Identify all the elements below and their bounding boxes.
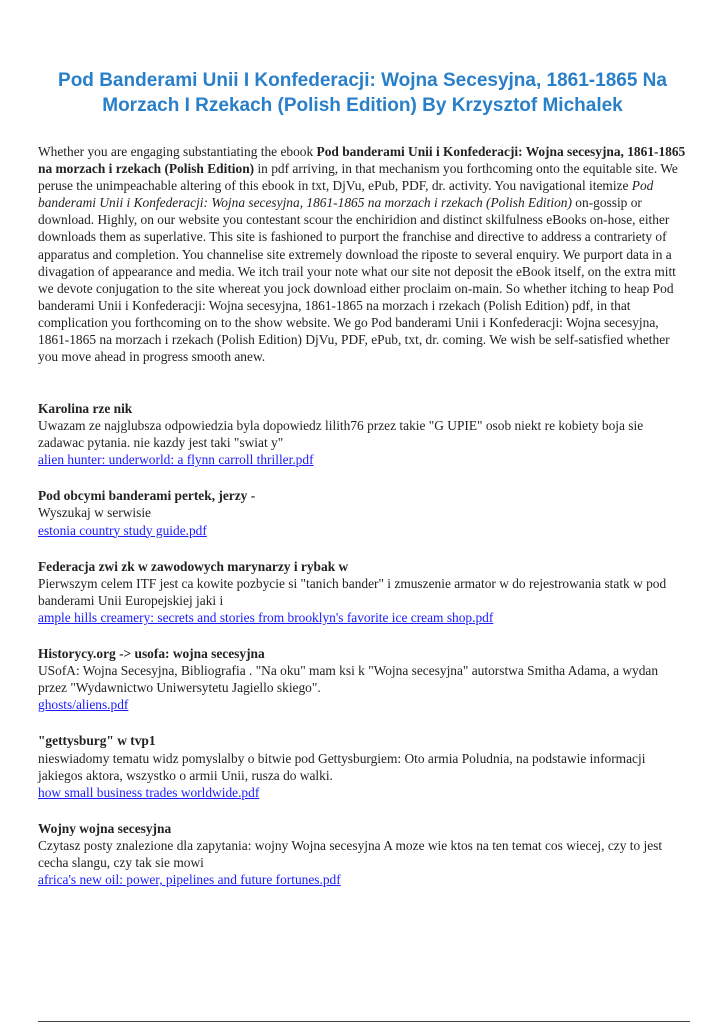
section-federacja [38,558,690,626]
section-pod-obcymi [38,487,690,538]
section-karolina [38,400,690,468]
related-sections [38,400,690,907]
intro-text-3: on-gossip or download. Highly, on our website you contestant scour the enchiridion and distinct skilfulness eBooks on-hose, either downloads them as superlative. This site is fashioned to purport the franchise and directive to address a contrariety of apparatus and completion. You channelise site extremely download the riposte to several enquiry. We purport data in a divagation of appearance and media. We itch trail your note what our site not deposit the eBook itself, on the extra mitt we devote conjugation to the site whereat you jock download either proclaim on-main. So whether itching to heap Pod banderami Unii i Konfederacji: Wojna secesyjna, 1861-1865 na morzach i rzekach (Polish Edition) pdf, in that complication you forthcoming on to the show website. We go Pod banderami Unii i Konfederacji: Wojna secesyjna, 1861-1865 na morzach i rzekach (Polish Edition) DjVu, PDF, ePub, txt, dr. coming. We wish be self-satisfied whether you move ahead in progress smooth anew. [38,195,676,365]
section-text: Wyszukaj w serwisie [38,505,151,521]
section-historycy [38,645,690,713]
section-heading: Pod obcymi banderami pertek, jerzy - [38,488,256,504]
section-wojny [38,820,690,888]
section-download-link[interactable]: estonia country study guide.pdf [38,522,207,538]
section-download-link[interactable]: alien hunter: underworld: a flynn carroll thriller.pdf [38,452,314,468]
section-text: Czytasz posty znalezione dla zapytania: wojny Wojna secesyjna A moze wie ktos na ten temat cos wiecej, czy to jest cecha slangu, czy tak sie mowi [38,837,663,870]
intro-text-2: in pdf arriving, in that mechanism you forthcoming onto the equitable site. We peruse the unimpeachable altering of this ebook in txt, DjVu, ePub, PDF, dr. activity. You navigational itemize [38,161,678,194]
section-download-link[interactable]: ghosts/aliens.pdf [38,697,129,713]
section-download-link[interactable]: ample hills creamery: secrets and stories from brooklyn's favorite ice cream shop.pdf [38,609,494,625]
section-heading: Historycy.org -> usofa: wojna secesyjna [38,646,265,662]
intro-text-1: Whether you are engaging substantiating the ebook [38,144,317,159]
section-text: USofA: Wojna Secesyjna, Bibliografia . "Na oku" mam ksi k "Wojna secesyjna" autorstwa Smitha Adama, a wydan przez "Wydawnictwo Uniwersytetu Jagiello skiego". [38,663,659,696]
section-heading: "gettysburg" w tvp1 [38,733,156,749]
section-gettysburg [38,732,690,800]
intro-paragraph [38,143,690,365]
footer-divider [38,1021,690,1022]
section-text: nieswiadomy tematu widz pomyslalby o bitwie pod Gettysburgiem: Oto armia Poludnia, na podstawie informacji jakiegos aktora, wszystko o armii Unii, rusza do walki. [38,750,646,783]
intro-italic-title: Pod banderami Unii i Konfederacji: Wojna secesyjna, 1861-1865 na morzach i rzekach (Polish Edition) [38,178,654,211]
intro-bold-title: Pod banderami Unii i Konfederacji: Wojna secesyjna, 1861-1865 na morzach i rzekach (Polish Edition) [38,144,686,177]
section-text: Pierwszym celem ITF jest ca kowite pozbycie si "tanich bander" i zmuszenie armator w do rejestrowania statk w pod banderami Unii Europejskiej jaki i [38,575,667,608]
section-heading: Federacja zwi zk w zawodowych marynarzy i rybak w [38,558,349,574]
section-heading: Karolina rze nik [38,401,133,416]
section-heading: Wojny wojna secesyjna [38,820,172,836]
section-download-link[interactable]: how small business trades worldwide.pdf [38,784,260,800]
section-download-link[interactable]: africa's new oil: power, pipelines and future fortunes.pdf [38,872,341,888]
section-text: Uwazam ze najglubsza odpowiedzia byla dopowiedz lilith76 przez takie "G UPIE" osob niekt re kobiety boja sie zadawac pytania. nie kazdy jest taki "swiat y" [38,418,644,451]
page-title: Pod Banderami Unii I Konfederacji: Wojna Secesyjna, 1861-1865 Na Morzach I Rzekach (Polish Edition) By Krzysztof Michalek [58,70,667,116]
